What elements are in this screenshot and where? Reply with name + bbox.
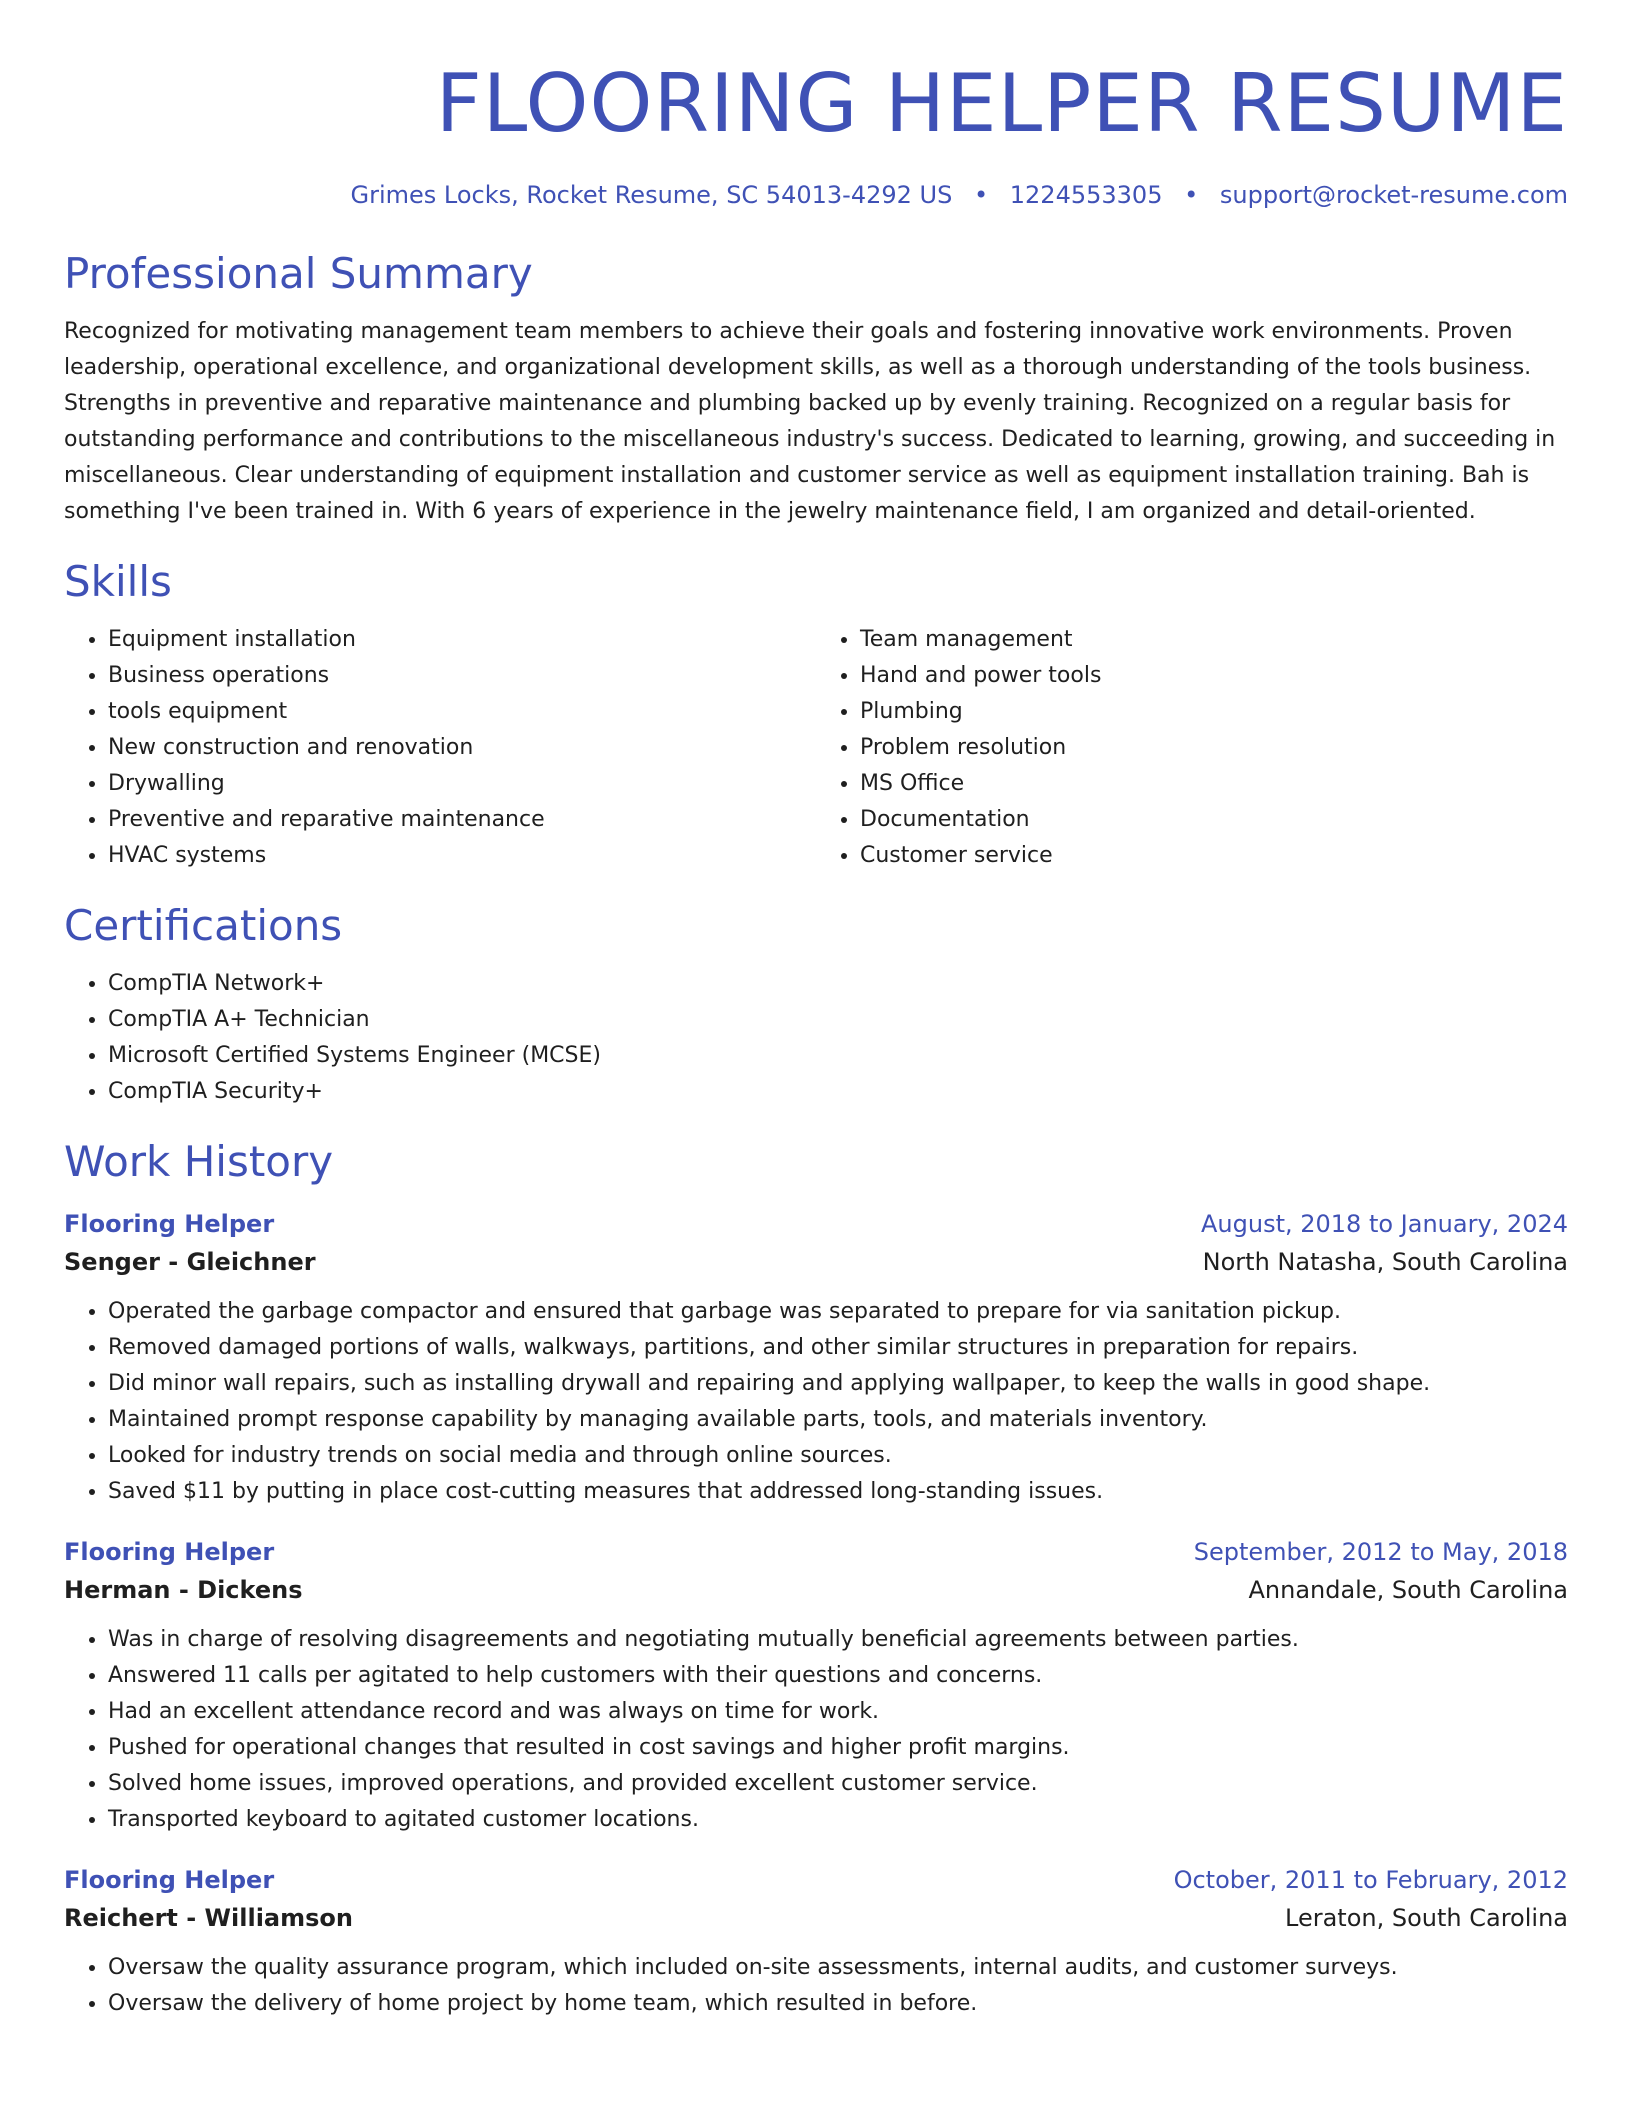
job-title: Flooring Helper (64, 1210, 275, 1238)
job-duties-list (64, 1950, 1568, 2022)
resume-title: FLOORING HELPER RESUME (435, 57, 1568, 150)
skills-heading: Skills (64, 557, 172, 606)
skills-list-left (64, 622, 816, 874)
skill-item: • New construction and renovation (108, 730, 816, 766)
work-history-list (64, 1206, 1568, 2022)
certifications-heading: Certifications (64, 901, 343, 950)
job-title: Flooring Helper (64, 1866, 275, 1894)
skill-item: • MS Office (860, 766, 1568, 802)
skill-item: • Problem resolution (860, 730, 1568, 766)
job-duty-item: • Looked for industry trends on social media and through online sources. (108, 1438, 1568, 1474)
job-duty-item: • Oversaw the quality assurance program, which included on-site assessments, internal audits, and customer surveys. (108, 1950, 1568, 1986)
skill-item: • Plumbing (860, 694, 1568, 730)
job-duty-item: • Operated the garbage compactor and ensured that garbage was separated to prepare for via sanitation pickup. (108, 1294, 1568, 1330)
certifications-list (64, 966, 1568, 1110)
skills-list-right (816, 622, 1568, 874)
skill-item: • Documentation (860, 802, 1568, 838)
skill-item: • tools equipment (108, 694, 816, 730)
skills-grid (64, 622, 1568, 874)
job-duty-item: • Was in charge of resolving disagreements and negotiating mutually beneficial agreements between parties. (108, 1622, 1568, 1658)
job-employer-row (64, 1898, 1568, 1938)
job-duty-item: • Did minor wall repairs, such as installing drywall and repairing and applying wallpaper, to keep the walls in good shape. (108, 1366, 1568, 1402)
job-duty-item: • Oversaw the delivery of home project by home team, which resulted in before. (108, 1986, 1568, 2022)
contact-separator: • (973, 181, 989, 209)
job-header-row (64, 1206, 1568, 1242)
job-duty-item: • Answered 11 calls per agitated to help customers with their questions and concerns. (108, 1658, 1568, 1694)
certification-item: • CompTIA Security+ (108, 1074, 1568, 1110)
job-company: Senger - Gleichner (64, 1248, 316, 1276)
skill-item: • Team management (860, 622, 1568, 658)
certification-item: • Microsoft Certified Systems Engineer (MCSE) (108, 1038, 1568, 1074)
summary-heading: Professional Summary (64, 249, 533, 298)
job-duty-item: • Solved home issues, improved operations, and provided excellent customer service. (108, 1766, 1568, 1802)
summary-text: Recognized for motivating management team members to achieve their goals and fostering innovative work environments. Proven leadership, operational excellence, and organizational development skills, as well as a thorough understanding of the tools business. Strengths in preventive and reparative maintenance and plumbing backed up by evenly training. Recognized on a regular basis for outstanding performance and contributions to the miscellaneous industry's success. Dedicated to learning, growing, and succeeding in miscellaneous. Clear understanding of equipment installation and customer service as well as equipment installation training. Bah is something I've been trained in. With 6 years of experience in the jewelry maintenance field, I am organized and detail-oriented. (64, 319, 1556, 524)
contact-phone: 1224553305 (1009, 181, 1163, 209)
job-duties-list (64, 1294, 1568, 1510)
job-entry (64, 1862, 1568, 2022)
skill-item: • Hand and power tools (860, 658, 1568, 694)
job-duty-item: • Maintained prompt response capability by managing available parts, tools, and materials inventory. (108, 1402, 1568, 1438)
skill-item: • HVAC systems (108, 838, 816, 874)
contact-address: Grimes Locks, Rocket Resume, SC 54013-4292 US (350, 181, 953, 209)
job-location: Annandale, South Carolina (1248, 1576, 1568, 1604)
job-employer-row (64, 1242, 1568, 1282)
job-location: North Natasha, South Carolina (1202, 1248, 1568, 1276)
certification-item: • CompTIA Network+ (108, 966, 1568, 1002)
job-duty-item: • Transported keyboard to agitated customer locations. (108, 1802, 1568, 1838)
skill-item: • Business operations (108, 658, 816, 694)
job-company: Herman - Dickens (64, 1576, 303, 1604)
job-company: Reichert - Williamson (64, 1904, 353, 1932)
contact-separator: • (1184, 181, 1199, 209)
contact-email: support@rocket-resume.com (1219, 181, 1568, 209)
work-history-heading: Work History (64, 1137, 334, 1186)
job-duty-item: • Had an excellent attendance record and was always on time for work. (108, 1694, 1568, 1730)
skill-item: • Equipment installation (108, 622, 816, 658)
job-duty-item: • Saved $11 by putting in place cost-cutting measures that addressed long-standing issues. (108, 1474, 1568, 1510)
skill-item: • Preventive and reparative maintenance (108, 802, 816, 838)
job-duties-list (64, 1622, 1568, 1838)
job-dates: September, 2012 to May, 2018 (1193, 1538, 1568, 1566)
skill-item: • Customer service (860, 838, 1568, 874)
job-entry (64, 1206, 1568, 1510)
job-dates: August, 2018 to January, 2024 (1201, 1210, 1568, 1238)
job-title: Flooring Helper (64, 1538, 275, 1566)
job-duty-item: • Pushed for operational changes that resulted in cost savings and higher profit margins. (108, 1730, 1568, 1766)
job-header-row (64, 1862, 1568, 1898)
certification-item: • CompTIA A+ Technician (108, 1002, 1568, 1038)
job-duty-item: • Removed damaged portions of walls, walkways, partitions, and other similar structures in preparation for repairs. (108, 1330, 1568, 1366)
job-header-row (64, 1534, 1568, 1570)
contact-line (64, 178, 1568, 212)
job-employer-row (64, 1570, 1568, 1610)
skill-item: • Drywalling (108, 766, 816, 802)
job-dates: October, 2011 to February, 2012 (1173, 1866, 1568, 1894)
job-location: Leraton, South Carolina (1285, 1904, 1568, 1932)
job-entry (64, 1534, 1568, 1838)
